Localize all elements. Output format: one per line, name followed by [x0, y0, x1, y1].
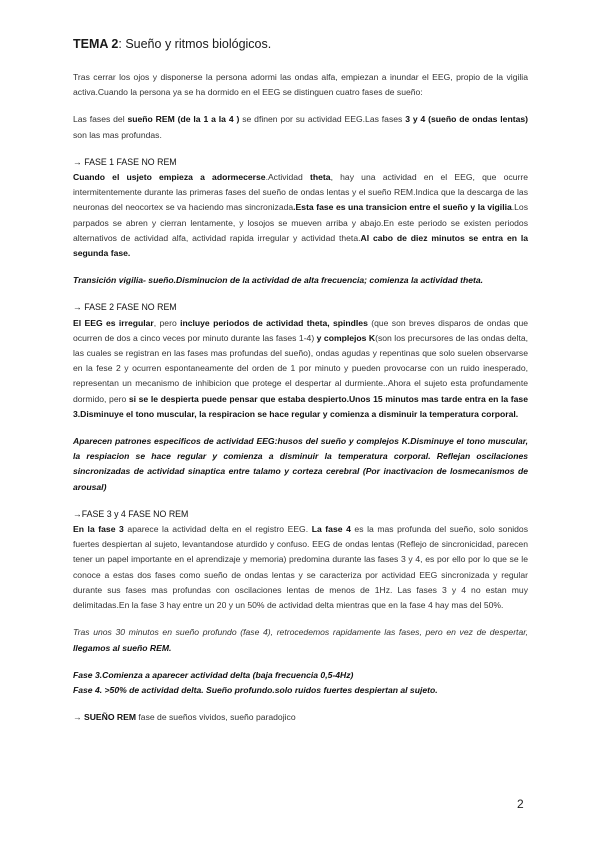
fase2-text-3: (son los precursores de las ondas delta, las cuales se registran en las fases mas profundas del sueño), ondas agudas y repentinas que solo suelen observarse en la fese 2 y ocurren espontaneamente del orden de 1 por minuto y pueden provocarse con un ruido inesperado, representan un mecanismo de inhibicion que protege el despertar al durmiente..Ahora el sujeto esta profundamente dormido, pero — [73, 332, 528, 404]
phases-bold-2: 3 y 4 (sueño de ondas lentas) — [405, 114, 528, 125]
fase1-bold-2: theta — [310, 172, 331, 183]
phases-bold-1: sueño REM (de la 1 a la 4 ) — [127, 114, 240, 125]
fase1-bold-1: Cuando el usjeto empieza a adormecerse — [73, 172, 266, 183]
fase34-paragraph — [73, 522, 528, 613]
fase2-heading: → FASE 2 FASE NO REM — [73, 302, 177, 313]
rem-arrow: → — [73, 712, 84, 723]
fase1-summary: Transición vigilia- sueño.Disminucion de la actividad de alta frecuencia; comienza la actividad theta. — [73, 275, 484, 286]
fase34-heading: →FASE 3 y 4 FASE NO REM — [73, 508, 189, 519]
fase2-bold-1: El EEG es irregular — [73, 317, 154, 328]
fase34-bold-2: La fase 4 — [311, 524, 351, 535]
rem-text: fase de sueños vividos, sueño paradojico — [136, 712, 296, 723]
fase1-bold-4: Al cabo de diez minutos se entra en la segunda fase. — [73, 232, 528, 259]
rem-return-bold: llegamos al sueño REM. — [73, 642, 172, 653]
fase2-text-1: , pero — [153, 317, 181, 328]
fase34-summary — [73, 668, 528, 698]
phases-text-1: Las fases del — [73, 114, 128, 125]
rem-paragraph — [73, 710, 528, 725]
rem-return-italic: Tras unos 30 minutos en sueño profundo (fase 4), retrocedemos rapidamente las fases, pero en vez de despertar, — [73, 627, 528, 638]
fase34-summary-line-2: Fase 4. >50% de actividad delta. Sueño profundo.solo ruidos fuertes despiertan al sujeto. — [73, 684, 438, 695]
fase1-bold-3: .Esta fase es una transicion entre el sueño y la vigilia — [293, 202, 512, 213]
phases-paragraph — [73, 112, 528, 142]
phases-text-2: se dfinen por su actividad EEG.Las fases — [239, 114, 406, 125]
title-bold: TEMA 2 — [73, 37, 119, 51]
fase34-text-1: aparece la actividad delta en el registro EEG. — [123, 524, 312, 535]
page-number: 2 — [517, 797, 524, 811]
rem-bold: SUEÑO REM — [83, 712, 137, 723]
intro-paragraph: Tras cerrar los ojos y disponerse la persona adormi las ondas alfa, empiezan a inundar el EEG, propio de la vigilia activa.Cuando la persona ya se ha dormido en el EEG se distinguen cuatro fases de sueño: — [73, 72, 528, 98]
title-rest: : Sueño y ritmos biológicos. — [118, 37, 272, 51]
rem-return-paragraph — [73, 625, 528, 655]
document-body — [73, 70, 528, 737]
fase1-text-2: , hay una actividad en el EEG, que ocurre intermitentemente durante las primeras fases del sueño de ondas lentas y el sueño REM.Indica que la descarga de las neuronas del neocortex se va haciendo mas sincronizada — [73, 172, 528, 213]
fase1-text-3: .Los parpados se abren y cierran lentamente, y losojos se mueven arriba y abajo.En este periodo se existen periodos alternativos de actividad alfa, actividad rapida irregular y actividad theta. — [73, 202, 528, 243]
fase34-summary-line-1: Fase 3.Comienza a aparecer actividad delta (baja frecuencia 0,5-4Hz) — [73, 669, 354, 680]
fase2-paragraph — [73, 316, 528, 422]
fase1-paragraph — [73, 170, 528, 261]
fase2-summary: Aparecen patrones especificos de actividad EEG:husos del sueño y complejos K.Disminuye el tono muscular, la respiacion se hace regular y comienza a disminuir la temperatura corporal. Reflejan oscilaciones sincronizadas de actividad sinaptica entre talamo y corteza cerebral (Por inactivacion de losmecanismos de arousal) — [73, 436, 528, 492]
fase34-text-2: es la mas profunda del sueño, solo sonidos fuertes despiertan al sujeto, levantandose aturdido y confuso. EEG de ondas lentas (Reflejo de sincronicidad, parecen tener un papel importante en el aprendizaje y memoria) predomina durante las fases 3 y 4, es por ello por lo que se le conoce a estas dos fases como sueño de ondas lentas y se caracteriza por actividad EEG sincronizada y regular durante sus fases mas profundas con oscilaciones lentas de menos de 1Hz. Las fases 3 y 4 no estan muy delimitadas.En la fase 3 hay entre un 20 y un 50% de actividad delta mientras que en la fase 4 hay mas del 50%. — [73, 524, 528, 611]
fase1-text-1: .Actividad — [265, 172, 311, 183]
page-title — [73, 37, 271, 51]
fase2-bold-4: si se le despierta puede pensar que estaba despierto.Unos 15 minutos mas tarde entra en la fase 3.Disminuye el tono muscular, la respiracion se hace regular y comienza a disminuir la temperatura corporal. — [73, 393, 528, 419]
fase2-text-2: (que son breves disparos de ondas que ocurren de dos a cinco veces por minuto durante las fases 1-4) — [73, 317, 529, 343]
fase2-bold-2: incluye periodos de actividad theta, spindles — [180, 317, 368, 328]
fase1-heading: → FASE 1 FASE NO REM — [73, 156, 177, 167]
phases-text-3: son las mas profundas. — [73, 129, 162, 140]
fase34-bold-1: En la fase 3 — [73, 524, 124, 535]
fase2-bold-3: y complejos K — [316, 332, 376, 343]
